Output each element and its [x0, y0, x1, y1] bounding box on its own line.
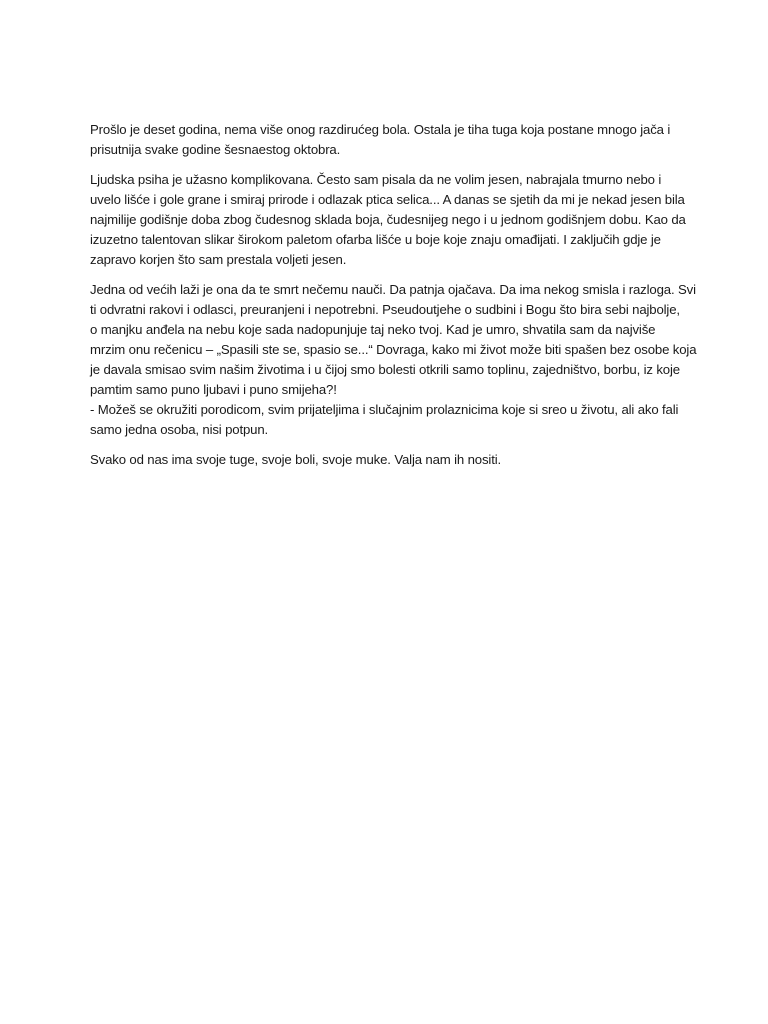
paragraph-3-line: je davala smisao svim našim životima i u čijoj smo bolesti otkrili samo toplinu, zajedništvo, borbu, iz koje: [90, 362, 680, 377]
paragraph-2-line: najmilije godišnje doba zbog čudesnog sklada boja, čudesnijeg nego i u jednom godišnjem dobu. Kao da: [90, 212, 686, 227]
paragraph-1-line: Prošlo je deset godina, nema više onog razdirućeg bola. Ostala je tiha tuga koja postane mnogo jača i: [90, 122, 671, 137]
paragraph-2-line: izuzetno talentovan slikar širokom paletom ofarba lišće u boje koje znaju omađijati. I zaključih gdje je: [90, 232, 661, 247]
paragraph-2-line: zapravo korjen što sam prestala voljeti jesen.: [90, 252, 347, 267]
paragraph-3-line: samo jedna osoba, nisi potpun.: [90, 422, 269, 437]
paragraph-3-line: ti odvratni rakovi i odlasci, preuranjeni i nepotrebni. Pseudoutjehe o sudbini i Bogu što bira sebi najbolje,: [90, 302, 680, 317]
paragraph-2: [90, 170, 690, 270]
paragraph-1-line: prisutnija svake godine šesnaestog oktobra.: [90, 142, 341, 157]
paragraph-3-line: mrzim onu rečenicu – „Spasili ste se, spasio se...“ Dovraga, kako mi život može biti spašen bez osobe koja: [90, 342, 697, 357]
paragraph-3-line: o manjku anđela na nebu koje sada nadopunjuje taj neko tvoj. Kad je umro, shvatila sam da najviše: [90, 322, 656, 337]
paragraph-3-line: Jedna od većih laži je ona da te smrt nečemu nauči. Da patnja ojačava. Da ima nekog smisla i razloga. Svi: [90, 282, 696, 297]
paragraph-2-line: uvelo lišće i gole grane i smiraj prirode i odlazak ptica selica... A danas se sjetih da mi je nekad jesen bila: [90, 192, 685, 207]
paragraph-1: [90, 120, 690, 160]
paragraph-4-line: Svako od nas ima svoje tuge, svoje boli, svoje muke. Valja nam ih nositi.: [90, 452, 502, 467]
paragraph-3: [90, 280, 697, 440]
paragraph-2-line: Ljudska psiha je užasno komplikovana. Često sam pisala da ne volim jesen, nabrajala tmurno nebo i: [90, 172, 662, 187]
paragraph-3-line: - Možeš se okružiti porodicom, svim prijateljima i slučajnim prolaznicima koje si sreo u životu, ali ako fali: [90, 402, 679, 417]
document-body: [90, 120, 697, 480]
paragraph-4: [90, 450, 690, 470]
paragraph-3-line: pamtim samo puno ljubavi i puno smijeha?!: [90, 382, 337, 397]
